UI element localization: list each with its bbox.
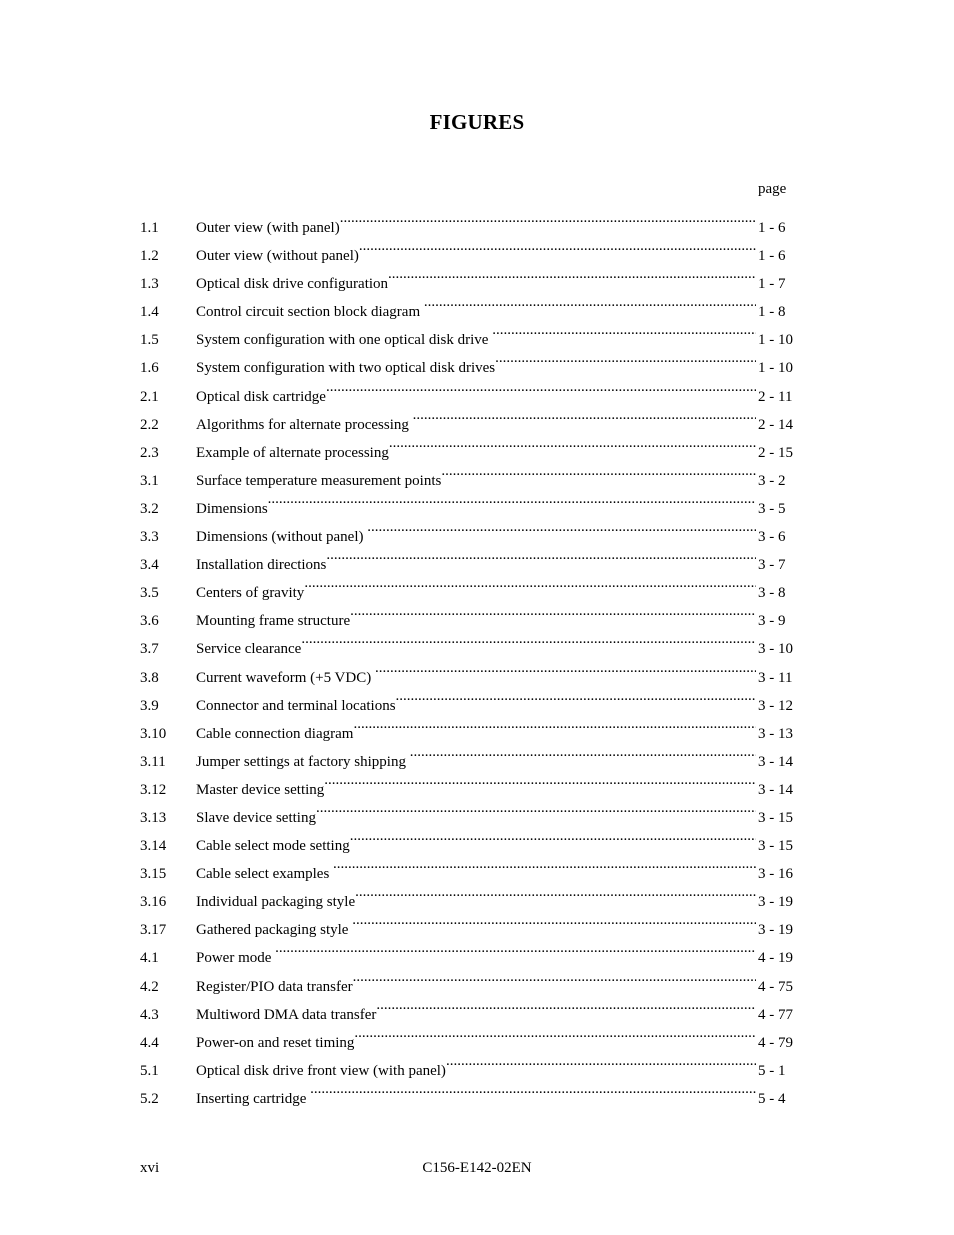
page-reference: 3 - 16 [758,866,793,883]
figure-number: 3.17 [140,922,167,939]
figure-title: Gathered packaging style [196,922,353,939]
figure-title: Connector and terminal locations [196,697,396,714]
page-reference: 3 - 15 [758,838,793,855]
page-reference: 3 - 2 [758,472,786,489]
dot-leader [326,373,756,401]
figure-number: 3.9 [140,697,159,714]
figure-title: Inserting cartridge [196,1090,311,1107]
dot-leader [316,794,756,822]
figure-number: 3.11 [140,753,166,770]
dot-leader [275,934,756,962]
figure-number: 5.1 [140,1062,159,1079]
figure-number: 3.3 [140,529,159,546]
figure-title: Mounting frame structure [196,613,351,630]
page-reference: 4 - 19 [758,950,793,967]
figure-title: Control circuit section block diagram [196,304,424,321]
dot-leader [359,232,756,260]
page-reference: 3 - 13 [758,725,793,742]
page-reference: 3 - 5 [758,500,786,517]
figure-title: Master device setting [196,781,325,798]
page-reference: 1 - 10 [758,332,793,349]
page-reference: 3 - 10 [758,641,793,658]
figure-number: 3.5 [140,585,159,602]
page-title: FIGURES [429,110,525,134]
dot-leader [350,597,756,625]
figure-number: 1.1 [140,220,159,236]
figure-title: Current waveform (+5 VDC) [196,669,375,686]
figures-list [140,204,800,1107]
page-reference: 3 - 15 [758,809,793,826]
dot-leader [388,260,756,288]
figure-title: Installation directions [196,557,327,574]
figure-number: 1.5 [140,332,159,349]
figure-number: 2.3 [140,444,159,461]
figure-title: System configuration with two optical disk drives [196,360,496,377]
figure-number: 3.16 [140,894,167,911]
dot-leader [350,822,756,850]
page-reference: 1 - 6 [758,220,786,236]
figure-number: 1.6 [140,360,159,377]
dot-leader [301,625,756,653]
dot-leader [424,288,756,316]
figure-title: Slave device setting [196,809,316,826]
figure-number: 3.12 [140,781,167,798]
page-reference: 2 - 14 [758,416,793,433]
dot-leader [326,541,756,569]
page-reference: 2 - 11 [758,388,793,405]
figure-number: 1.2 [140,248,159,265]
figure-title: Jumper settings at factory shipping [196,753,410,770]
figure-number: 3.8 [140,669,159,686]
dot-leader [495,344,756,372]
figure-title: Dimensions [196,500,268,517]
figure-title: Outer view (with panel) [196,220,340,236]
dot-leader [268,485,756,513]
figure-title: Optical disk drive configuration [196,276,389,293]
figure-number: 3.7 [140,641,159,658]
figure-title: Algorithms for alternate processing [196,416,413,433]
page-reference: 1 - 7 [758,276,786,293]
figure-title: Individual packaging style [196,894,356,911]
dot-leader [353,710,756,738]
page-reference: 1 - 6 [758,248,786,265]
figure-title: Optical disk cartridge [196,388,326,405]
dot-leader [410,738,756,766]
figure-title: Optical disk drive front view (with panel) [196,1062,446,1079]
figure-number: 3.6 [140,613,159,630]
dot-leader [376,991,756,1019]
dot-leader [324,766,756,794]
figure-title: Cable select examples [196,866,334,883]
figure-number: 2.2 [140,416,159,433]
figure-title: Cable connection diagram [196,725,354,742]
figure-number: 2.1 [140,388,159,405]
page-reference: 3 - 9 [758,613,786,630]
figure-title: Example of alternate processing [196,444,389,461]
dot-leader [413,401,756,429]
page-reference: 4 - 77 [758,1006,793,1023]
dot-leader [396,682,756,710]
page-reference: 4 - 79 [758,1034,793,1051]
figure-number: 4.1 [140,950,159,967]
dot-leader [304,569,756,597]
page-reference: 1 - 8 [758,304,786,321]
dot-leader [340,204,756,232]
page-reference: 3 - 14 [758,753,793,770]
figure-title: Outer view (without panel) [196,248,359,265]
dot-leader [352,906,756,934]
footer-doc-code: C156-E142-02EN [422,1160,532,1176]
figure-number: 4.4 [140,1034,159,1051]
footer-page-number: xvi [140,1160,160,1176]
dot-leader [441,457,756,485]
page-column-label: page [758,181,787,197]
dot-leader [355,878,756,906]
dot-leader [333,850,756,878]
dot-leader [310,1075,756,1103]
figure-number: 4.3 [140,1006,159,1023]
toc-entry [140,204,800,236]
page-reference: 2 - 15 [758,444,793,461]
dot-leader [367,513,756,541]
page-reference: 4 - 75 [758,978,793,995]
figure-title: Centers of gravity [196,585,305,602]
page-reference: 3 - 8 [758,585,786,602]
figure-number: 1.3 [140,276,159,293]
figure-number: 3.10 [140,725,167,742]
page-reference: 3 - 14 [758,781,793,798]
figure-title: Surface temperature measurement points [196,472,442,489]
dot-leader [353,963,756,991]
page-reference: 3 - 19 [758,922,793,939]
figure-number: 1.4 [140,304,159,321]
figure-title: Register/PIO data transfer [196,978,353,995]
page-reference: 1 - 10 [758,360,793,377]
figure-number: 5.2 [140,1090,159,1107]
figure-number: 3.1 [140,472,159,489]
figure-title: Dimensions (without panel) [196,529,368,546]
page-reference: 3 - 6 [758,529,786,546]
figure-number: 3.4 [140,557,159,574]
dot-leader [375,654,756,682]
page-reference: 3 - 11 [758,669,793,686]
figure-title: System configuration with one optical disk drive [196,332,493,349]
page-reference: 3 - 19 [758,894,793,911]
figure-title: Power-on and reset timing [196,1034,355,1051]
page-reference: 3 - 7 [758,557,786,574]
figure-number: 3.2 [140,500,159,517]
figure-title: Power mode [196,950,276,967]
figure-number: 4.2 [140,978,159,995]
dot-leader [492,316,756,344]
figure-title: Cable select mode setting [196,838,350,855]
figure-number: 3.15 [140,866,167,883]
page-reference: 5 - 1 [758,1062,786,1079]
dot-leader [446,1047,756,1075]
figure-title: Service clearance [196,641,302,658]
dot-leader [389,429,756,457]
figure-number: 3.13 [140,809,167,826]
page-reference: 5 - 4 [758,1090,786,1107]
figure-number: 3.14 [140,838,167,855]
page-reference: 3 - 12 [758,697,793,714]
dot-leader [354,1019,756,1047]
figure-title: Multiword DMA data transfer [196,1006,377,1023]
